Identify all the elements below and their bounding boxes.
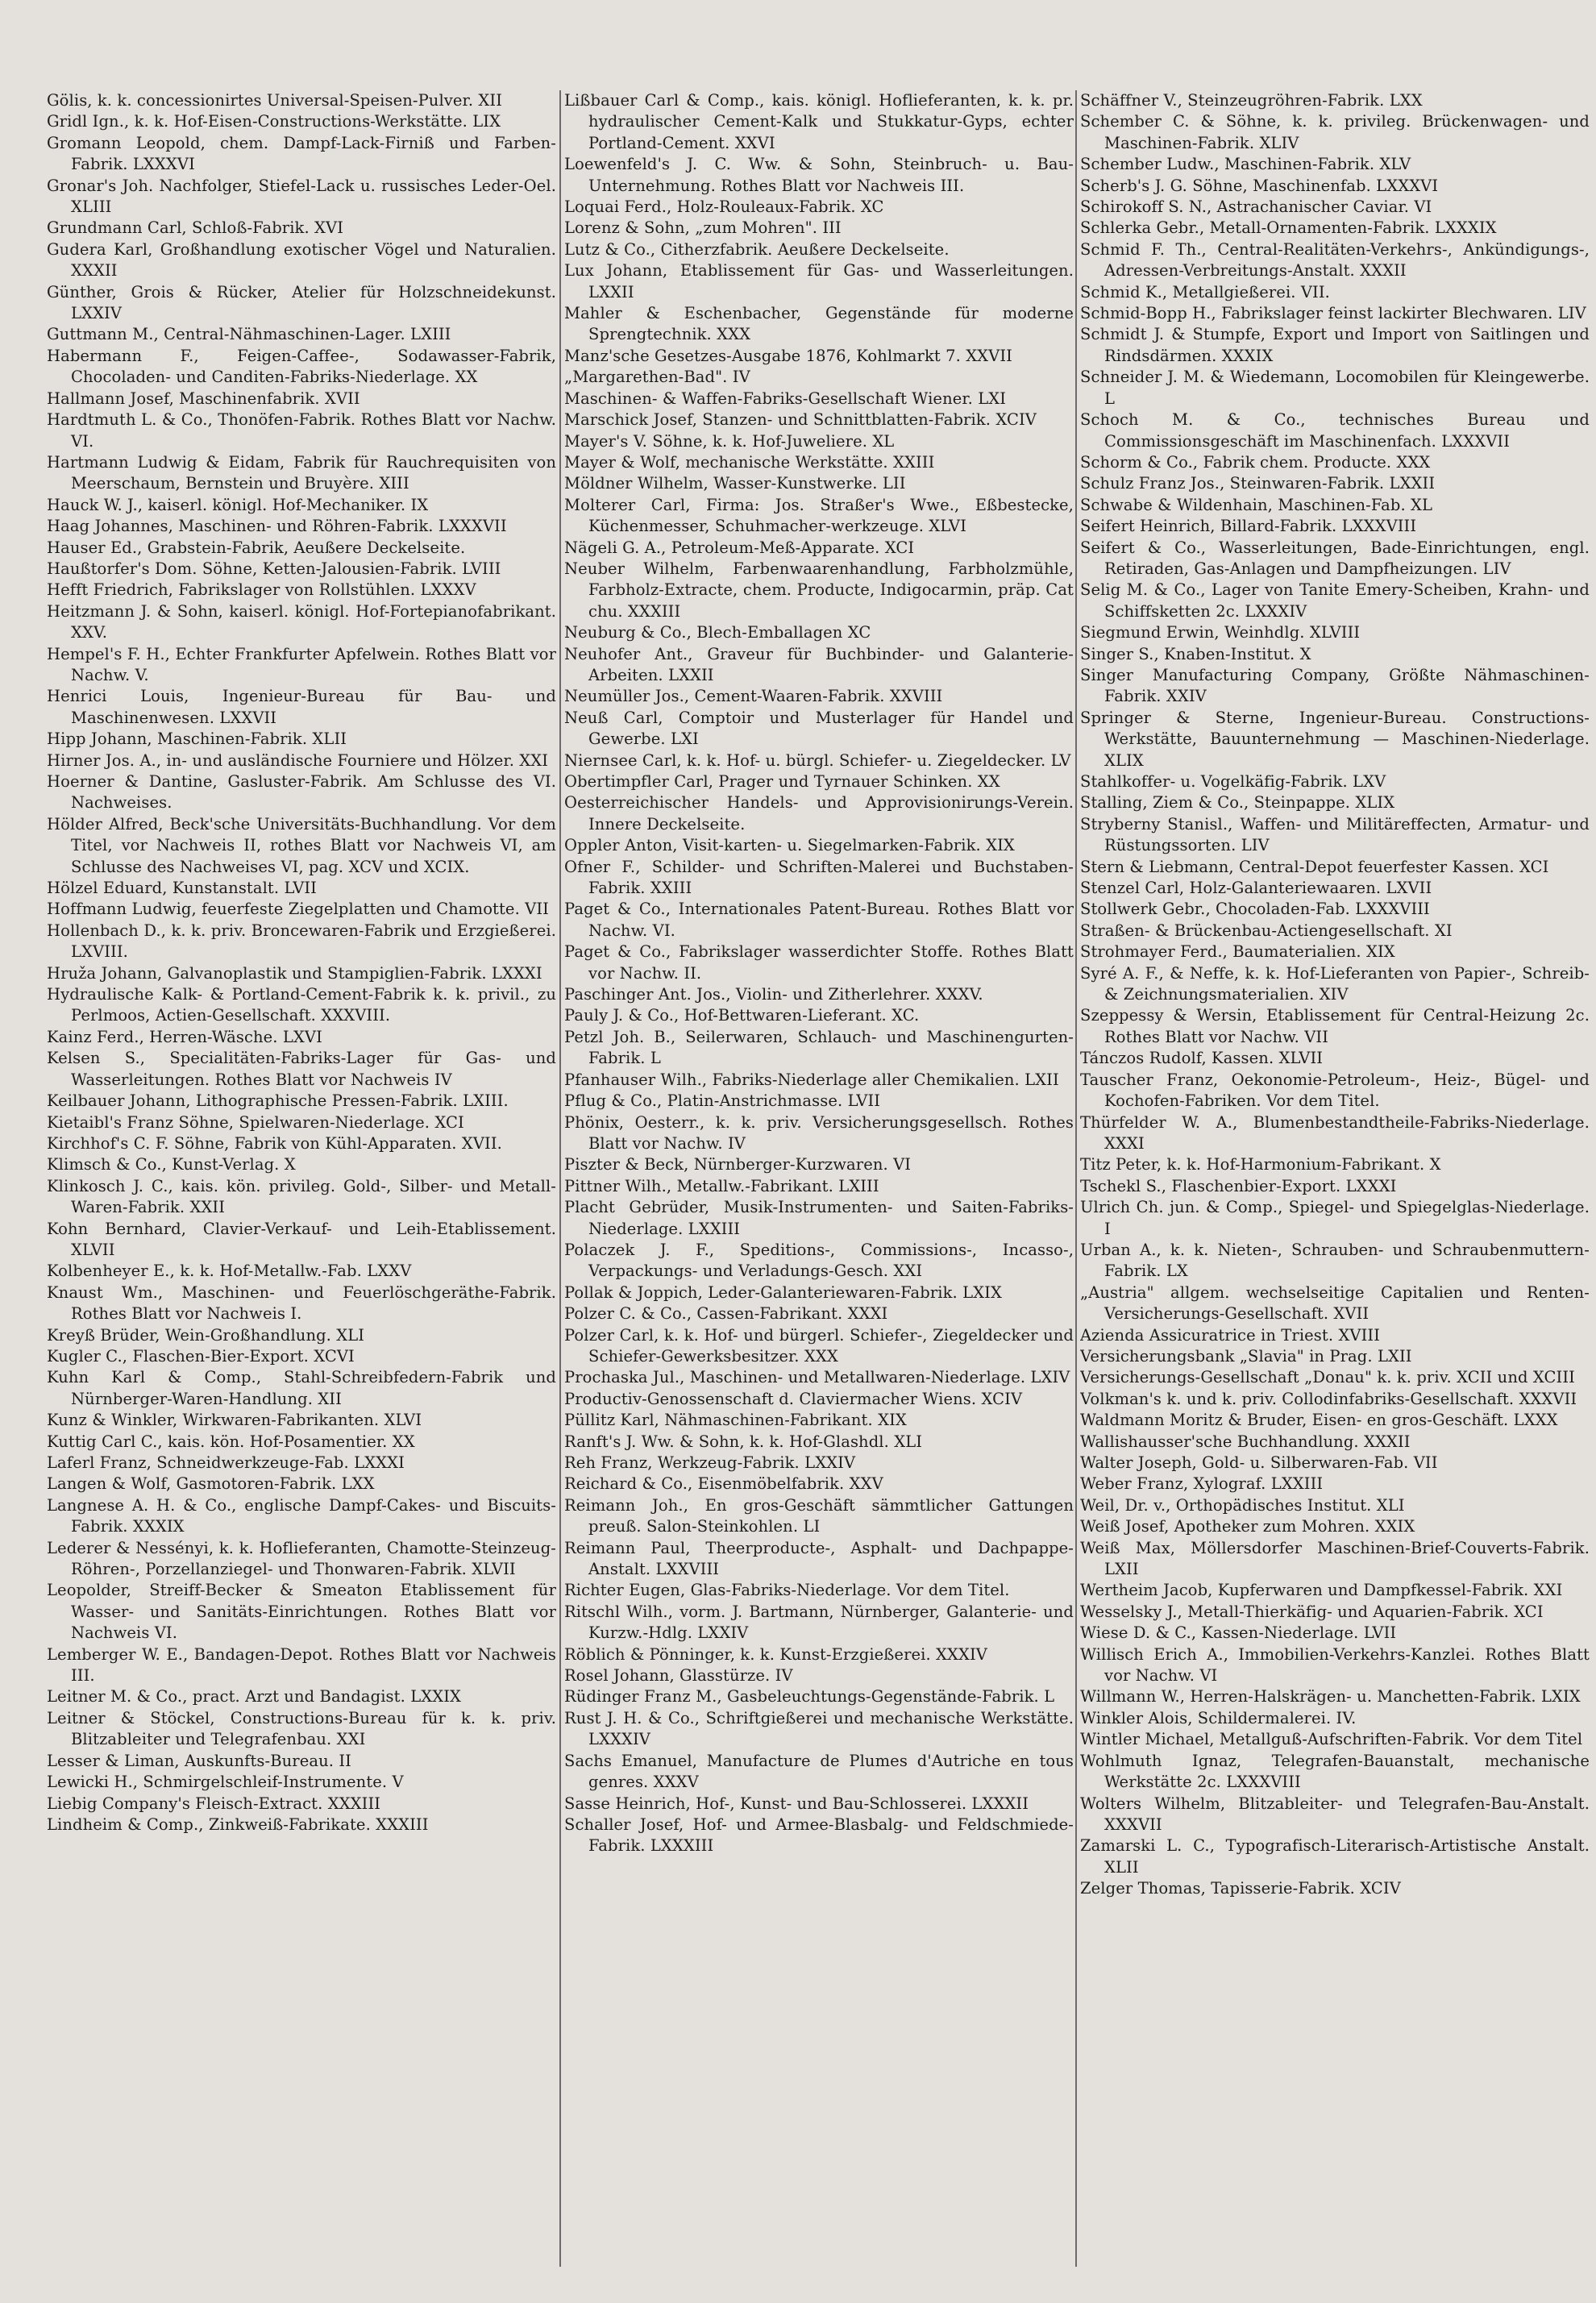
directory-entry: Piszter & Beck, Nürnberger-Kurzwaren. VI bbox=[564, 1155, 912, 1174]
directory-entry: Hirner Jos. A., in- und ausländische Fourniere und Hölzer. XXI bbox=[47, 750, 549, 770]
directory-entry: Pittner Wilh., Metallw.-Fabrikant. LXIII bbox=[564, 1176, 879, 1195]
directory-entry: Polzer Carl, k. k. Hof- und bürgerl. Schiefer-, Ziegeldecker und Schiefer-Gewerksbesitzer. XXX bbox=[564, 1325, 1074, 1366]
directory-entry: Stahlkoffer- u. Vogelkäfig-Fabrik. LXV bbox=[1080, 772, 1386, 791]
directory-entry: „Margarethen-Bad". IV bbox=[564, 368, 750, 387]
directory-entry: Schwabe & Wildenhain, Maschinen-Fab. XL bbox=[1080, 495, 1433, 514]
directory-entry: Wertheim Jacob, Kupferwaren und Dampfkessel-Fabrik. XXI bbox=[1080, 1581, 1563, 1600]
directory-entry: Tauscher Franz, Oekonomie-Petroleum-, Heiz-, Bügel- und Kochofen-Fabriken. Vor dem Titel. bbox=[1080, 1070, 1590, 1111]
directory-entry: Strohmayer Ferd., Baumaterialien. XIX bbox=[1080, 942, 1395, 962]
column-left bbox=[47, 90, 556, 2267]
directory-entry: Schmid K., Metallgießerei. VII. bbox=[1080, 282, 1330, 301]
directory-entry: Szeppessy & Wersin, Etablissement für Central-Heizung 2c. Rothes Blatt vor Nachw. VII bbox=[1080, 1006, 1590, 1046]
directory-entry: Kugler C., Flaschen-Bier-Export. XCVI bbox=[47, 1346, 355, 1366]
directory-entry: Zelger Thomas, Tapisserie-Fabrik. XCIV bbox=[1080, 1879, 1401, 1898]
directory-entry: Richter Eugen, Glas-Fabriks-Niederlage. Vor dem Titel. bbox=[564, 1581, 1010, 1600]
directory-entry: Kuhn Karl & Comp., Stahl-Schreibfedern-Fabrik und Nürnberger-Waren-Handlung. XII bbox=[47, 1368, 556, 1408]
directory-entry: Winkler Alois, Schildermalerei. IV. bbox=[1080, 1708, 1357, 1727]
directory-entry: Hydraulische Kalk- & Portland-Cement-Fabrik k. k. privil., zu Perlmoos, Actien-Gesellschaft. XXXVIII. bbox=[47, 985, 556, 1025]
directory-entry: Schneider J. M. & Wiedemann, Locomobilen für Kleingewerbe. L bbox=[1080, 368, 1590, 408]
directory-entry: Paget & Co., Fabrikslager wasserdichter Stoffe. Rothes Blatt vor Nachw. II. bbox=[564, 942, 1074, 983]
directory-entry: Niernsee Carl, k. k. Hof- u. bürgl. Schiefer- u. Ziegeldecker. LV bbox=[564, 750, 1071, 770]
directory-entry: Reimann Paul, Theerproducte-, Asphalt- und Dachpappe-Anstalt. LXXVIII bbox=[564, 1538, 1074, 1579]
directory-entry: Stenzel Carl, Holz-Galanteriewaaren. LXVII bbox=[1080, 879, 1432, 898]
directory-entry: Wohlmuth Ignaz, Telegrafen-Bauanstalt, mechanische Werkstätte 2c. LXXXVIII bbox=[1080, 1751, 1590, 1792]
directory-entry: Paschinger Ant. Jos., Violin- und Zitherlehrer. XXXV. bbox=[564, 985, 983, 1004]
directory-entry: Lederer & Nessényi, k. k. Hoflieferanten, Chamotte-Steinzeug-Röhren-, Porzellanziegel- und Thonwaren-Fabrik. XLVII bbox=[47, 1538, 556, 1579]
directory-entry: Neuhofer Ant., Graveur für Buchbinder- und Galanterie-Arbeiten. LXXII bbox=[564, 644, 1074, 684]
directory-entry: „Austria" allgem. wechselseitige Capitalien und Renten-Versicherungs-Gesellschaft. XVII bbox=[1080, 1282, 1590, 1324]
directory-entry: Reimann Joh., En gros-Geschäft sämmtlicher Gattungen preuß. Salon-Steinkohlen. LI bbox=[564, 1495, 1074, 1536]
directory-entry: Lißbauer Carl & Comp., kais. königl. Hoflieferanten, k. k. pr. hydraulischer Cement-Kalk und Stukkatur-Gyps, echter Portland-Cement. XXVI bbox=[564, 91, 1074, 152]
directory-entry: Klimsch & Co., Kunst-Verlag. X bbox=[47, 1155, 296, 1174]
directory-entry: Marschick Josef, Stanzen- und Schnittblatten-Fabrik. XCIV bbox=[564, 410, 1037, 430]
directory-entry: Stalling, Ziem & Co., Steinpappe. XLIX bbox=[1080, 793, 1395, 813]
directory-entry: Klinkosch J. C., kais. kön. privileg. Gold-, Silber- und Metall-Waren-Fabrik. XXII bbox=[47, 1176, 556, 1217]
directory-entry: Püllitz Karl, Nähmaschinen-Fabrikant. XIX bbox=[564, 1411, 907, 1430]
directory-entry: Nägeli G. A., Petroleum-Meß-Apparate. XCI bbox=[564, 538, 915, 557]
directory-entry: Keilbauer Johann, Lithographische Pressen-Fabrik. LXIII. bbox=[47, 1091, 509, 1111]
directory-entry: Mayer's V. Söhne, k. k. Hof-Juweliere. XL bbox=[564, 431, 895, 451]
directory-entry: Habermann F., Feigen-Caffee-, Sodawasser-Fabrik, Chocoladen- und Canditen-Fabriks-Niederlage. XX bbox=[47, 346, 556, 387]
directory-entry: Productiv-Genossenschaft d. Claviermacher Wiens. XCIV bbox=[564, 1389, 1023, 1408]
directory-entry: Langen & Wolf, Gasmotoren-Fabrik. LXX bbox=[47, 1474, 375, 1494]
column-divider bbox=[1075, 90, 1077, 2267]
directory-entry: Mayer & Wolf, mechanische Werkstätte. XXIII bbox=[564, 452, 935, 472]
directory-entry: Pauly J. & Co., Hof-Bettwaren-Lieferant. XC. bbox=[564, 1006, 920, 1025]
column-divider bbox=[559, 90, 561, 2267]
directory-entry: Hauser Ed., Grabstein-Fabrik, Aeußere Deckelseite. bbox=[47, 538, 466, 557]
directory-entry: Tschekl S., Flaschenbier-Export. LXXXI bbox=[1080, 1176, 1397, 1195]
directory-entry: Obertimpfler Carl, Prager und Tyrnauer Schinken. XX bbox=[564, 772, 1000, 791]
directory-entry: Thürfelder W. A., Blumenbestandtheile-Fabriks-Niederlage. XXXI bbox=[1080, 1112, 1590, 1153]
directory-entry: Seifert Heinrich, Billard-Fabrik. LXXXVIII bbox=[1080, 517, 1417, 536]
directory-entry: Mahler & Eschenbacher, Gegenstände für moderne Sprengtechnik. XXX bbox=[564, 304, 1074, 344]
directory-entry: Möldner Wilhelm, Wasser-Kunstwerke. LII bbox=[564, 474, 906, 493]
directory-entry: Hruža Johann, Galvanoplastik und Stampiglien-Fabrik. LXXXI bbox=[47, 963, 542, 983]
directory-entry: Weiß Max, Möllersdorfer Maschinen-Brief-Couverts-Fabrik. LXII bbox=[1080, 1538, 1590, 1579]
directory-entry: Kainz Ferd., Herren-Wäsche. LXVI bbox=[47, 1027, 322, 1046]
directory-entry: Singer Manufacturing Company, Größte Nähmaschinen-Fabrik. XXIV bbox=[1080, 665, 1590, 706]
directory-entry: Walter Joseph, Gold- u. Silberwaren-Fab. VII bbox=[1080, 1453, 1438, 1472]
directory-entry: Lewicki H., Schmirgelschleif-Instrumente. V bbox=[47, 1773, 404, 1792]
directory-entry: Rosel Johann, Glasstürze. IV bbox=[564, 1666, 793, 1686]
directory-entry: Pollak & Joppich, Leder-Galanteriewaren-Fabrik. LXIX bbox=[564, 1282, 1002, 1302]
directory-entry: Schoch M. & Co., technisches Bureau und Commissionsgeschäft im Maschinenfach. LXXXVII bbox=[1080, 410, 1590, 451]
directory-entry: Rüdinger Franz M., Gasbeleuchtungs-Gegenstände-Fabrik. L bbox=[564, 1687, 1055, 1706]
directory-entry: Lesser & Liman, Auskunfts-Bureau. II bbox=[47, 1751, 351, 1770]
directory-entry: Hollenbach D., k. k. priv. Broncewaren-Fabrik und Erzgießerei. LXVIII. bbox=[47, 921, 556, 962]
directory-entry: Guttmann M., Central-Nähmaschinen-Lager. LXIII bbox=[47, 325, 451, 344]
directory-entry: Versicherungsbank „Slavia" in Prag. LXII bbox=[1080, 1346, 1412, 1366]
directory-entry: Hartmann Ludwig & Eidam, Fabrik für Rauchrequisiten von Meerschaum, Bernstein und Bruyère. XIII bbox=[47, 452, 556, 493]
directory-entry: Kolbenheyer E., k. k. Hof-Metallw.-Fab. LXXV bbox=[47, 1262, 412, 1281]
directory-entry: Pflug & Co., Platin-Anstrichmasse. LVII bbox=[564, 1091, 881, 1111]
directory-entry: Willisch Erich A., Immobilien-Verkehrs-Kanzlei. Rothes Blatt vor Nachw. VI bbox=[1080, 1644, 1590, 1686]
directory-entry: Petzl Joh. B., Seilerwaren, Schlauch- und Maschinengurten-Fabrik. L bbox=[564, 1027, 1074, 1068]
directory-entry: Straßen- & Brückenbau-Actiengesellschaft. XI bbox=[1080, 921, 1453, 940]
directory-entry: Gridl Ign., k. k. Hof-Eisen-Constructions-Werkstätte. LIX bbox=[47, 112, 501, 131]
directory-entry: Kohn Bernhard, Clavier-Verkauf- und Leih-Etablissement. XLVII bbox=[47, 1219, 556, 1259]
directory-entry: Schmidt J. & Stumpfe, Export und Import von Saitlingen und Rindsdärmen. XXXIX bbox=[1080, 325, 1590, 365]
directory-entry: Günther, Grois & Rücker, Atelier für Holzschneidekunst. LXXIV bbox=[47, 282, 556, 323]
directory-entry: Hauck W. J., kaiserl. königl. Hof-Mechaniker. IX bbox=[47, 495, 429, 514]
directory-entry: Ritschl Wilh., vorm. J. Bartmann, Nürnberger, Galanterie- und Kurzw.-Hdlg. LXXIV bbox=[564, 1602, 1074, 1643]
directory-entry: Wesselsky J., Metall-Thierkäfig- und Aquarien-Fabrik. XCI bbox=[1080, 1602, 1544, 1621]
directory-entry: Loquai Ferd., Holz-Rouleaux-Fabrik. XC bbox=[564, 197, 884, 217]
directory-entry: Volkman's k. und k. priv. Collodinfabriks-Gesellschaft. XXXVII bbox=[1080, 1389, 1577, 1408]
directory-entry: Knaust Wm., Maschinen- und Feuerlöschgeräthe-Fabrik. Rothes Blatt vor Nachweis I. bbox=[47, 1282, 556, 1324]
directory-entry: Oppler Anton, Visit-karten- u. Siegelmarken-Fabrik. XIX bbox=[564, 836, 1015, 855]
directory-entry: Schmid F. Th., Central-Realitäten-Verkehrs-, Ankündigungs-, Adressen-Verbreitungs-Anstalt. XXXII bbox=[1080, 239, 1590, 281]
directory-entry: Kunz & Winkler, Wirkwaren-Fabrikanten. XLVI bbox=[47, 1411, 422, 1430]
directory-entry: Syré A. F., & Neffe, k. k. Hof-Lieferanten von Papier-, Schreib- & Zeichnungsmaterialien. XIV bbox=[1080, 963, 1590, 1004]
directory-entry: Kuttig Carl C., kais. kön. Hof-Posamentier. XX bbox=[47, 1432, 415, 1451]
directory-entry: Reh Franz, Werkzeug-Fabrik. LXXIV bbox=[564, 1453, 856, 1472]
directory-entry: Lemberger W. E., Bandagen-Depot. Rothes Blatt vor Nachweis III. bbox=[47, 1644, 556, 1686]
directory-entry: Schember C. & Söhne, k. k. privileg. Brückenwagen- und Maschinen-Fabrik. XLIV bbox=[1080, 112, 1590, 152]
directory-entry: Wiese D. & C., Kassen-Niederlage. LVII bbox=[1080, 1623, 1397, 1643]
directory-entry: Hempel's F. H., Echter Frankfurter Apfelwein. Rothes Blatt vor Nachw. V. bbox=[47, 644, 556, 684]
directory-entry: Neuß Carl, Comptoir und Musterlager für Handel und Gewerbe. LXI bbox=[564, 708, 1074, 749]
directory-entry: Titz Peter, k. k. Hof-Harmonium-Fabrikant. X bbox=[1080, 1155, 1441, 1174]
directory-entry: Molterer Carl, Firma: Jos. Straßer's Wwe., Eßbestecke, Küchenmesser, Schuhmacher-werkzeuge. XLVI bbox=[564, 495, 1074, 536]
directory-entry: Stollwerk Gebr., Chocoladen-Fab. LXXXVIII bbox=[1080, 900, 1430, 919]
directory-entry: Hipp Johann, Maschinen-Fabrik. XLII bbox=[47, 730, 347, 749]
directory-entry: Rust J. H. & Co., Schriftgießerei und mechanische Werkstätte. LXXXIV bbox=[564, 1708, 1074, 1749]
directory-entry: Kietaibl's Franz Söhne, Spielwaren-Niederlage. XCI bbox=[47, 1112, 464, 1132]
directory-entry: Azienda Assicuratrice in Triest. XVIII bbox=[1080, 1325, 1381, 1345]
directory-entry: Hardtmuth L. & Co., Thonöfen-Fabrik. Rothes Blatt vor Nachw. VI. bbox=[47, 410, 556, 451]
directory-entry: Polaczek J. F., Speditions-, Commissions-, Incasso-, Verpackungs- und Verladungs-Gesch. XXI bbox=[564, 1240, 1074, 1281]
directory-entry: Hoffmann Ludwig, feuerfeste Ziegelplatten und Chamotte. VII bbox=[47, 900, 549, 919]
directory-entry: Leitner & Stöckel, Constructions-Bureau für k. k. priv. Blitzableiter und Telegrafenbau. XXI bbox=[47, 1708, 556, 1749]
directory-entry: Kirchhof's C. F. Söhne, Fabrik von Kühl-Apparaten. XVII. bbox=[47, 1133, 502, 1153]
column-middle bbox=[564, 90, 1074, 2267]
directory-entry: Lux Johann, Etablissement für Gas- und Wasserleitungen. LXXII bbox=[564, 261, 1074, 301]
directory-entry: Grundmann Carl, Schloß-Fabrik. XVI bbox=[47, 218, 344, 238]
directory-entry: Lindheim & Comp., Zinkweiß-Fabrikate. XXXIII bbox=[47, 1815, 429, 1834]
directory-entry: Phönix, Oesterr., k. k. priv. Versicherungsgesellsch. Rothes Blatt vor Nachw. IV bbox=[564, 1112, 1074, 1153]
directory-entry: Laferl Franz, Schneidwerkzeuge-Fab. LXXXI bbox=[47, 1453, 405, 1472]
directory-entry: Wallishausser'sche Buchhandlung. XXXII bbox=[1080, 1432, 1411, 1451]
directory-entry: Hallmann Josef, Maschinenfabrik. XVII bbox=[47, 389, 360, 408]
directory-entry: Maschinen- & Waffen-Fabriks-Gesellschaft Wiener. LXI bbox=[564, 389, 1007, 408]
directory-entry: Loewenfeld's J. C. Ww. & Sohn, Steinbruch- u. Bau-Unternehmung. Rothes Blatt vor Nachweis III. bbox=[564, 155, 1074, 195]
directory-entry: Haag Johannes, Maschinen- und Röhren-Fabrik. LXXXVII bbox=[47, 517, 507, 536]
directory-entry: Schirokoff S. N., Astrachanischer Caviar. VI bbox=[1080, 197, 1432, 217]
directory-entry: Hoerner & Dantine, Gasluster-Fabrik. Am Schlusse des VI. Nachweises. bbox=[47, 772, 556, 813]
directory-entry: Schorm & Co., Fabrik chem. Producte. XXX bbox=[1080, 452, 1431, 472]
directory-entry: Leopolder, Streiff-Becker & Smeaton Etablissement für Wasser- und Sanitäts-Einrichtungen. Rothes Blatt vor Nachweis VI. bbox=[47, 1581, 556, 1643]
directory-entry: Pfanhauser Wilh., Fabriks-Niederlage aller Chemikalien. LXII bbox=[564, 1070, 1059, 1089]
directory-entry: Hölzel Eduard, Kunstanstalt. LVII bbox=[47, 879, 317, 898]
directory-entry: Polzer C. & Co., Cassen-Fabrikant. XXXI bbox=[564, 1304, 888, 1324]
directory-entry: Seifert & Co., Wasserleitungen, Bade-Einrichtungen, engl. Retiraden, Gas-Anlagen und Dampfheizungen. LIV bbox=[1080, 538, 1590, 578]
directory-entry: Ulrich Ch. jun. & Comp., Spiegel- und Spiegelglas-Niederlage. I bbox=[1080, 1198, 1590, 1238]
directory-entry: Röblich & Pönninger, k. k. Kunst-Erzgießerei. XXXIV bbox=[564, 1644, 987, 1664]
directory-entry: Neuber Wilhelm, Farbenwaarenhandlung, Farbholzmühle, Farbholz-Extracte, chem. Producte, Indigocarmin, präp. Cat chu. XXXIII bbox=[564, 559, 1074, 621]
directory-entry: Gölis, k. k. concessionirtes Universal-Speisen-Pulver. XII bbox=[47, 91, 503, 110]
directory-entry: Liebig Company's Fleisch-Extract. XXXIII bbox=[47, 1794, 381, 1813]
directory-entry: Haußtorfer's Dom. Söhne, Ketten-Jalousien-Fabrik. LVIII bbox=[47, 559, 501, 578]
directory-entry: Langnese A. H. & Co., englische Dampf-Cakes- und Biscuits-Fabrik. XXXIX bbox=[47, 1495, 556, 1536]
directory-entry: Henrici Louis, Ingenieur-Bureau für Bau- und Maschinenwesen. LXXVII bbox=[47, 687, 556, 727]
directory-entry: Zamarski L. C., Typografisch-Literarisch-Artistische Anstalt. XLII bbox=[1080, 1836, 1590, 1877]
directory-entry: Lorenz & Sohn, „zum Mohren". III bbox=[564, 218, 842, 238]
directory-entry: Gronar's Joh. Nachfolger, Stiefel-Lack u. russisches Leder-Oel. XLIII bbox=[47, 176, 556, 217]
directory-entry: Wolters Wilhelm, Blitzableiter- und Telegrafen-Bau-Anstalt. XXXVII bbox=[1080, 1794, 1590, 1834]
directory-entry: Stryberny Stanisl., Waffen- und Militäreffecten, Armatur- und Rüstungssorten. LIV bbox=[1080, 814, 1590, 855]
directory-entry: Gudera Karl, Großhandlung exotischer Vögel und Naturalien. XXXII bbox=[47, 239, 556, 281]
directory-entry: Leitner M. & Co., pract. Arzt und Bandagist. LXXIX bbox=[47, 1687, 461, 1706]
directory-entry: Scherb's J. G. Söhne, Maschinenfab. LXXXVI bbox=[1080, 176, 1439, 195]
directory-entry: Oesterreichischer Handels- und Approvisionirungs-Verein. Innere Deckelseite. bbox=[564, 793, 1074, 833]
directory-entry: Tánczos Rudolf, Kassen. XLVII bbox=[1080, 1049, 1324, 1068]
directory-entry: Singer S., Knaben-Institut. X bbox=[1080, 644, 1311, 663]
directory-entry: Selig M. & Co., Lager von Tanite Emery-Scheiben, Krahn- und Schiffsketten 2c. LXXXIV bbox=[1080, 580, 1590, 621]
directory-entry: Weiß Josef, Apotheker zum Mohren. XXIX bbox=[1080, 1517, 1415, 1536]
directory-entry: Placht Gebrüder, Musik-Instrumenten- und Saiten-Fabriks-Niederlage. LXXIII bbox=[564, 1198, 1074, 1238]
directory-entry: Hefft Friedrich, Fabrikslager von Rollstühlen. LXXXV bbox=[47, 580, 476, 600]
directory-entry: Schmid-Bopp H., Fabrikslager feinst lackirter Blechwaren. LIV bbox=[1080, 304, 1586, 323]
directory-entry: Weber Franz, Xylograf. LXXIII bbox=[1080, 1474, 1324, 1494]
directory-entry: Lutz & Co., Citherzfabrik. Aeußere Deckelseite. bbox=[564, 239, 950, 259]
directory-entry: Schlerka Gebr., Metall-Ornamenten-Fabrik. LXXXIX bbox=[1080, 218, 1497, 238]
column-right bbox=[1080, 90, 1590, 2267]
directory-entry: Wintler Michael, Metallguß-Aufschriften-Fabrik. Vor dem Titel bbox=[1080, 1730, 1583, 1749]
directory-entry: Ranft's J. Ww. & Sohn, k. k. Hof-Glashdl. XLI bbox=[564, 1432, 923, 1451]
directory-entry: Paget & Co., Internationales Patent-Bureau. Rothes Blatt vor Nachw. VI. bbox=[564, 900, 1074, 940]
directory-entry: Prochaska Jul., Maschinen- und Metallwaren-Niederlage. LXIV bbox=[564, 1368, 1070, 1387]
directory-entry: Ofner F., Schilder- und Schriften-Malerei und Buchstaben-Fabrik. XXIII bbox=[564, 857, 1074, 898]
directory-entry: Kreyß Brüder, Wein-Großhandlung. XLI bbox=[47, 1325, 365, 1345]
directory-entry: Schember Ludw., Maschinen-Fabrik. XLV bbox=[1080, 155, 1411, 174]
directory-entry: Kelsen S., Specialitäten-Fabriks-Lager für Gas- und Wasserleitungen. Rothes Blatt vor Nachweis IV bbox=[47, 1049, 556, 1089]
directory-entry: Waldmann Moritz & Bruder, Eisen- en gros-Geschäft. LXXX bbox=[1080, 1411, 1558, 1430]
directory-entry: Heitzmann J. & Sohn, kaiserl. königl. Hof-Fortepianofabrikant. XXV. bbox=[47, 601, 556, 642]
directory-entry: Manz'sche Gesetzes-Ausgabe 1876, Kohlmarkt 7. XXVII bbox=[564, 346, 1012, 365]
directory-entry: Schaller Josef, Hof- und Armee-Blasbalg- und Feldschmiede-Fabrik. LXXXIII bbox=[564, 1815, 1074, 1856]
directory-entry: Versicherungs-Gesellschaft „Donau" k. k. priv. XCII und XCIII bbox=[1080, 1368, 1575, 1387]
directory-entry: Weil, Dr. v., Orthopädisches Institut. XLI bbox=[1080, 1495, 1405, 1515]
directory-entry: Sasse Heinrich, Hof-, Kunst- und Bau-Schlosserei. LXXXII bbox=[564, 1794, 1029, 1813]
directory-entry: Reichard & Co., Eisenmöbelfabrik. XXV bbox=[564, 1474, 883, 1494]
directory-entry: Gromann Leopold, chem. Dampf-Lack-Firniß und Farben-Fabrik. LXXXVI bbox=[47, 133, 556, 174]
directory-entry: Siegmund Erwin, Weinhdlg. XLVIII bbox=[1080, 623, 1361, 642]
directory-entry: Schulz Franz Jos., Steinwaren-Fabrik. LXXII bbox=[1080, 474, 1436, 493]
directory-entry: Neumüller Jos., Cement-Waaren-Fabrik. XXVIII bbox=[564, 687, 943, 706]
directory-entry: Neuburg & Co., Blech-Emballagen XC bbox=[564, 623, 871, 642]
directory-entry: Schäffner V., Steinzeugröhren-Fabrik. LXX bbox=[1080, 91, 1423, 110]
directory-entry: Willmann W., Herren-Halskrägen- u. Manchetten-Fabrik. LXIX bbox=[1080, 1687, 1581, 1706]
directory-entry: Urban A., k. k. Nieten-, Schrauben- und Schraubenmuttern-Fabrik. LX bbox=[1080, 1240, 1590, 1281]
directory-entry: Sachs Emanuel, Manufacture de Plumes d'Autriche en tous genres. XXXV bbox=[564, 1751, 1074, 1792]
directory-entry: Hölder Alfred, Beck'sche Universitäts-Buchhandlung. Vor dem Titel, vor Nachweis II, rothes Blatt vor Nachweis VI, am Schlusse des Nachweises VI, pag. XCV und XCIX. bbox=[47, 814, 556, 876]
directory-entry: Springer & Sterne, Ingenieur-Bureau. Constructions-Werkstätte, Bauunternehmung — Maschinen-Niederlage. XLIX bbox=[1080, 708, 1590, 770]
directory-entry: Stern & Liebmann, Central-Depot feuerfester Kassen. XCI bbox=[1080, 857, 1549, 876]
